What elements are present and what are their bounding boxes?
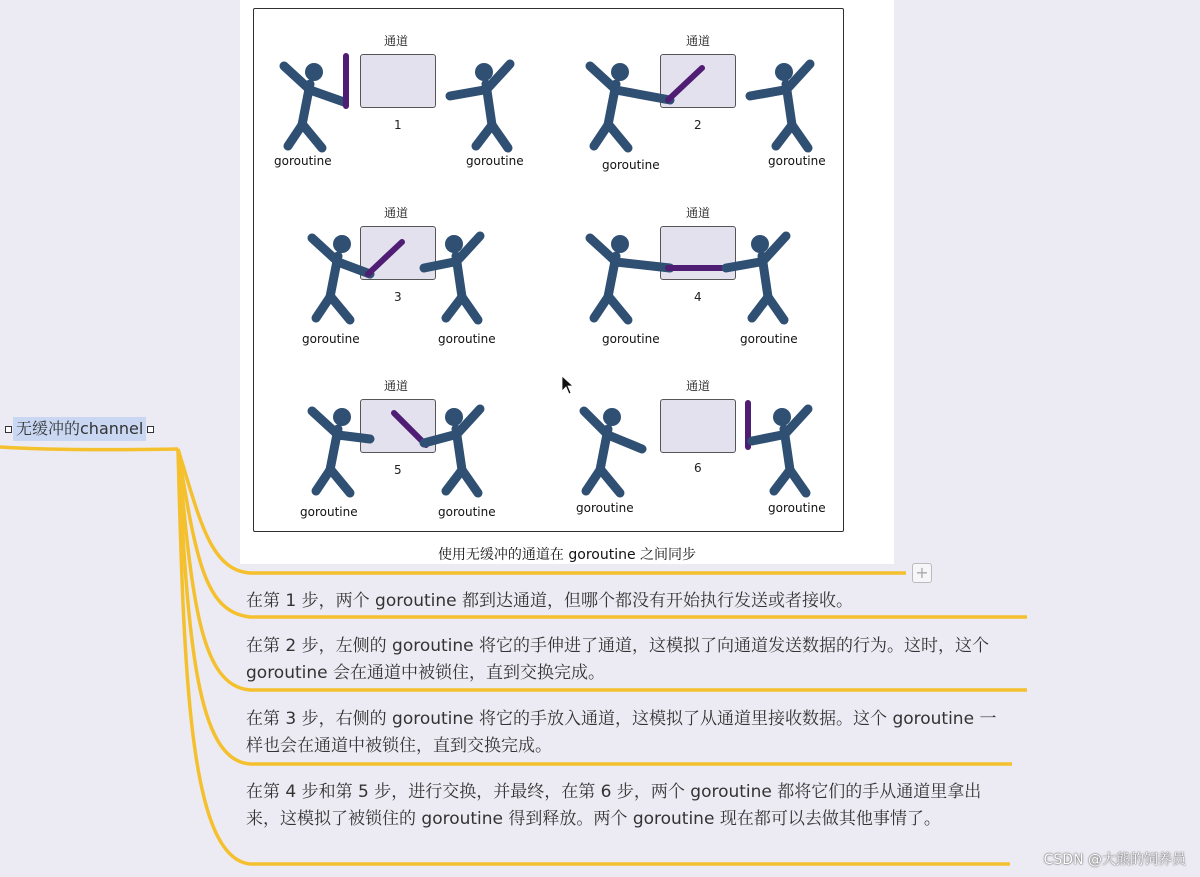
step-number: 3 bbox=[394, 290, 402, 304]
note-step-3[interactable]: 在第 3 步，右侧的 goroutine 将它的手放入通道，这模拟了从通道里接收数据。这个 goroutine 一样也会在通道中被锁住，直到交换完成。 bbox=[246, 709, 997, 756]
channel-label: 通道 bbox=[686, 34, 711, 48]
panel-step-3 bbox=[270, 202, 560, 372]
goroutine-figures bbox=[570, 202, 860, 372]
left-goroutine-label: goroutine bbox=[300, 505, 358, 519]
left-goroutine-label: goroutine bbox=[576, 501, 634, 515]
add-topic-button[interactable]: + bbox=[912, 563, 932, 583]
left-goroutine-label: goroutine bbox=[302, 332, 360, 346]
step-number: 4 bbox=[694, 290, 702, 304]
root-topic-node[interactable] bbox=[4, 416, 155, 442]
goroutine-figures bbox=[270, 375, 560, 545]
right-goroutine-figure bbox=[424, 235, 480, 320]
data-token bbox=[668, 68, 702, 100]
panel-step-5 bbox=[270, 375, 560, 545]
right-goroutine-label: goroutine bbox=[740, 332, 798, 346]
left-goroutine-label: goroutine bbox=[602, 158, 660, 172]
step-number: 1 bbox=[394, 118, 402, 132]
csdn-watermark: CSDN @大熊的饲养员 bbox=[1043, 852, 1186, 868]
left-goroutine-label: goroutine bbox=[274, 154, 332, 168]
panel-step-2 bbox=[570, 30, 860, 200]
channel-label: 通道 bbox=[384, 206, 409, 220]
channel-label: 通道 bbox=[686, 206, 711, 220]
figure-caption: 使用无缓冲的通道在 goroutine 之间同步 bbox=[437, 547, 697, 563]
note-step-1[interactable]: 在第 1 步，两个 goroutine 都到达通道，但哪个都没有开始执行发送或者接收。 bbox=[246, 591, 854, 611]
panel-step-4 bbox=[570, 202, 860, 372]
right-goroutine-figure bbox=[750, 63, 810, 148]
right-goroutine-label: goroutine bbox=[438, 332, 496, 346]
goroutine-figures bbox=[270, 30, 560, 200]
right-goroutine-label: goroutine bbox=[768, 501, 826, 515]
left-goroutine-label: goroutine bbox=[602, 332, 660, 346]
left-goroutine-figure bbox=[284, 63, 344, 148]
panel-step-6 bbox=[570, 375, 860, 545]
step-number: 5 bbox=[394, 463, 402, 477]
right-goroutine-label: goroutine bbox=[466, 154, 524, 168]
mouse-cursor-icon bbox=[561, 375, 575, 395]
panel-step-1 bbox=[270, 30, 560, 200]
left-goroutine-figure bbox=[312, 235, 370, 320]
step-number: 2 bbox=[694, 118, 702, 132]
channel-label: 通道 bbox=[384, 379, 409, 393]
goroutine-figures bbox=[570, 30, 860, 200]
left-goroutine-figure bbox=[312, 408, 370, 493]
root-topic-label[interactable]: 无缓冲的channel bbox=[13, 417, 146, 441]
left-goroutine-figure bbox=[590, 63, 670, 148]
goroutine-figures bbox=[270, 202, 560, 372]
note-step-4-6[interactable]: 在第 4 步和第 5 步，进行交换，并最终，在第 6 步，两个 goroutine 都将它们的手从通道里拿出来，这模拟了被锁住的 goroutine 得到释放。两个 goroutine 现在都可以去做其他事情了。 bbox=[246, 782, 982, 829]
goroutine-figures bbox=[570, 375, 860, 545]
left-handle-icon[interactable] bbox=[5, 426, 12, 433]
left-goroutine-figure bbox=[584, 408, 642, 493]
right-goroutine-figure bbox=[424, 408, 480, 493]
right-goroutine-figure bbox=[726, 235, 786, 320]
right-goroutine-figure bbox=[450, 63, 510, 148]
right-goroutine-label: goroutine bbox=[438, 505, 496, 519]
step-number: 6 bbox=[694, 461, 702, 475]
left-goroutine-figure bbox=[590, 235, 670, 320]
right-goroutine-figure bbox=[752, 408, 808, 493]
sync-diagram-figure bbox=[240, 0, 894, 564]
note-step-2[interactable]: 在第 2 步，左侧的 goroutine 将它的手伸进了通道，这模拟了向通道发送数据的行为。这时，这个 goroutine 会在通道中被锁住，直到交换完成。 bbox=[246, 636, 990, 683]
right-goroutine-label: goroutine bbox=[768, 154, 826, 168]
channel-label: 通道 bbox=[686, 379, 711, 393]
right-handle-icon[interactable] bbox=[147, 426, 154, 433]
data-token bbox=[368, 242, 402, 274]
channel-label: 通道 bbox=[384, 34, 409, 48]
